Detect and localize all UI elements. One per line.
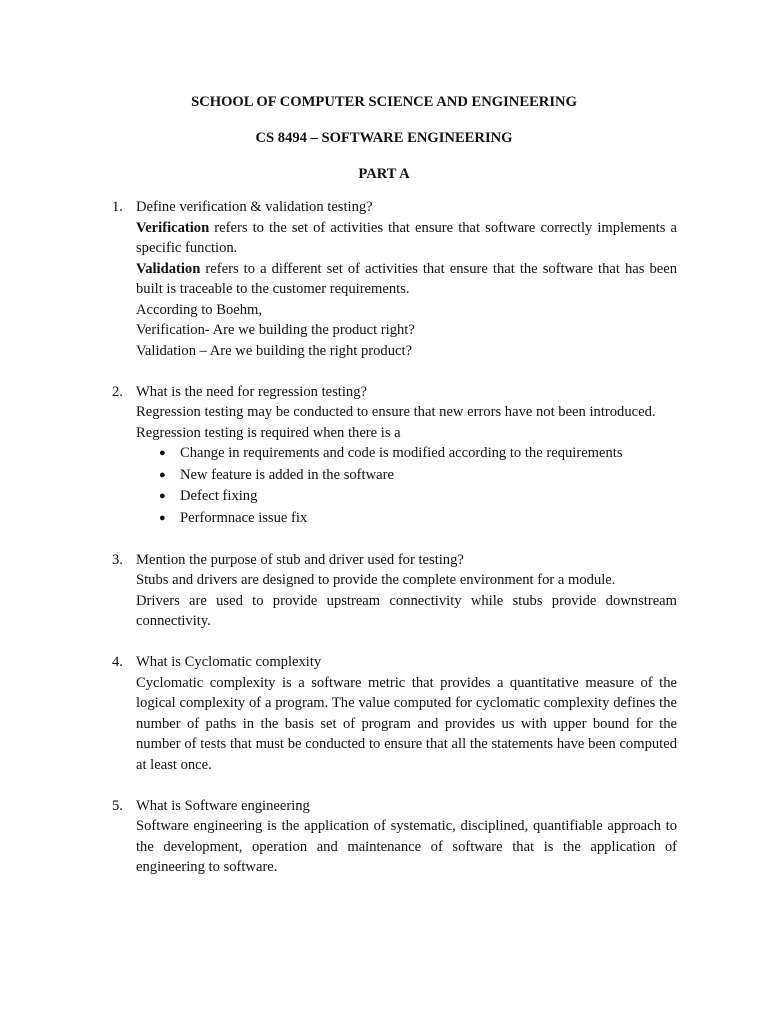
answer-text: Stubs and drivers are designed to provide the complete environment for a module. (136, 572, 616, 588)
answer-text: Regression testing is required when there is a (136, 424, 401, 441)
list-item-text: Performnace issue fix (180, 509, 308, 526)
question-item-1 (112, 197, 677, 361)
list-item-text: New feature is added in the software (180, 466, 394, 483)
bullet-icon: ● (159, 490, 166, 502)
question-text: Mention the purpose of stub and driver used for testing? (136, 551, 464, 568)
question-text: What is Software engineering (136, 797, 310, 814)
question-body (136, 796, 677, 878)
question-text: What is Cyclomatic complexity (136, 654, 322, 670)
question-number: 4. (112, 654, 123, 670)
part-heading: PART A (358, 166, 410, 182)
question-list (112, 197, 677, 898)
list-item (159, 443, 677, 465)
question-body (136, 382, 677, 530)
list-item (159, 508, 677, 530)
question-text: What is the need for regression testing? (136, 383, 367, 400)
question-item-3 (112, 550, 677, 632)
question-body (136, 550, 677, 632)
answer-text: Software engineering is the application of systematic, disciplined, quantifiable approach to the development, operation and maintenance of software that is the application of engineering to software. (136, 818, 677, 875)
boehm-verification: Verification- Are we building the product right? (136, 322, 415, 338)
validation-text: refers to a different set of activities that ensure that the software that has been built is traceable to the customer requirements. (136, 260, 677, 297)
bullet-icon: ● (159, 511, 166, 524)
list-item (159, 486, 677, 508)
school-heading: SCHOOL OF COMPUTER SCIENCE AND ENGINEERING (191, 94, 577, 110)
question-body (136, 652, 677, 775)
boehm-validation: Validation – Are we building the right product? (136, 342, 413, 359)
bullet-icon: ● (159, 447, 166, 459)
question-text: Define verification & validation testing? (136, 199, 373, 215)
bullet-icon: ● (159, 468, 166, 481)
question-number: 5. (112, 797, 123, 814)
validation-definition (136, 259, 677, 300)
list-item-text: Defect fixing (180, 488, 258, 504)
verification-text: refers to the set of activities that ensure that software correctly implements a specific function. (136, 219, 677, 256)
question-item-5 (112, 796, 677, 878)
validation-term: Validation (136, 260, 201, 277)
course-heading: CS 8494 – SOFTWARE ENGINEERING (255, 130, 513, 146)
question-number: 2. (112, 383, 123, 400)
question-number: 1. (112, 199, 123, 215)
question-body (136, 197, 677, 361)
verification-term: Verification (136, 219, 210, 236)
list-item-text: Change in requirements and code is modified according to the requirements (180, 445, 623, 461)
bullet-list (136, 443, 677, 529)
question-number: 3. (112, 551, 123, 568)
list-item (159, 465, 677, 487)
answer-text: Regression testing may be conducted to ensure that new errors have not been introduced. (136, 404, 656, 420)
answer-text: Drivers are used to provide upstream connectivity while stubs provide downstream connectivity. (136, 592, 677, 629)
answer-text: Cyclomatic complexity is a software metric that provides a quantitative measure of the logical complexity of a program. The value computed for cyclomatic complexity defines the number of paths in the basis set of program and provides us with upper bound for the number of tests that must be conducted to ensure that all the statements have been computed at least once. (136, 674, 677, 773)
verification-definition (136, 218, 677, 259)
question-item-2 (112, 382, 677, 530)
boehm-intro: According to Boehm, (136, 301, 263, 318)
question-item-4 (112, 652, 677, 775)
